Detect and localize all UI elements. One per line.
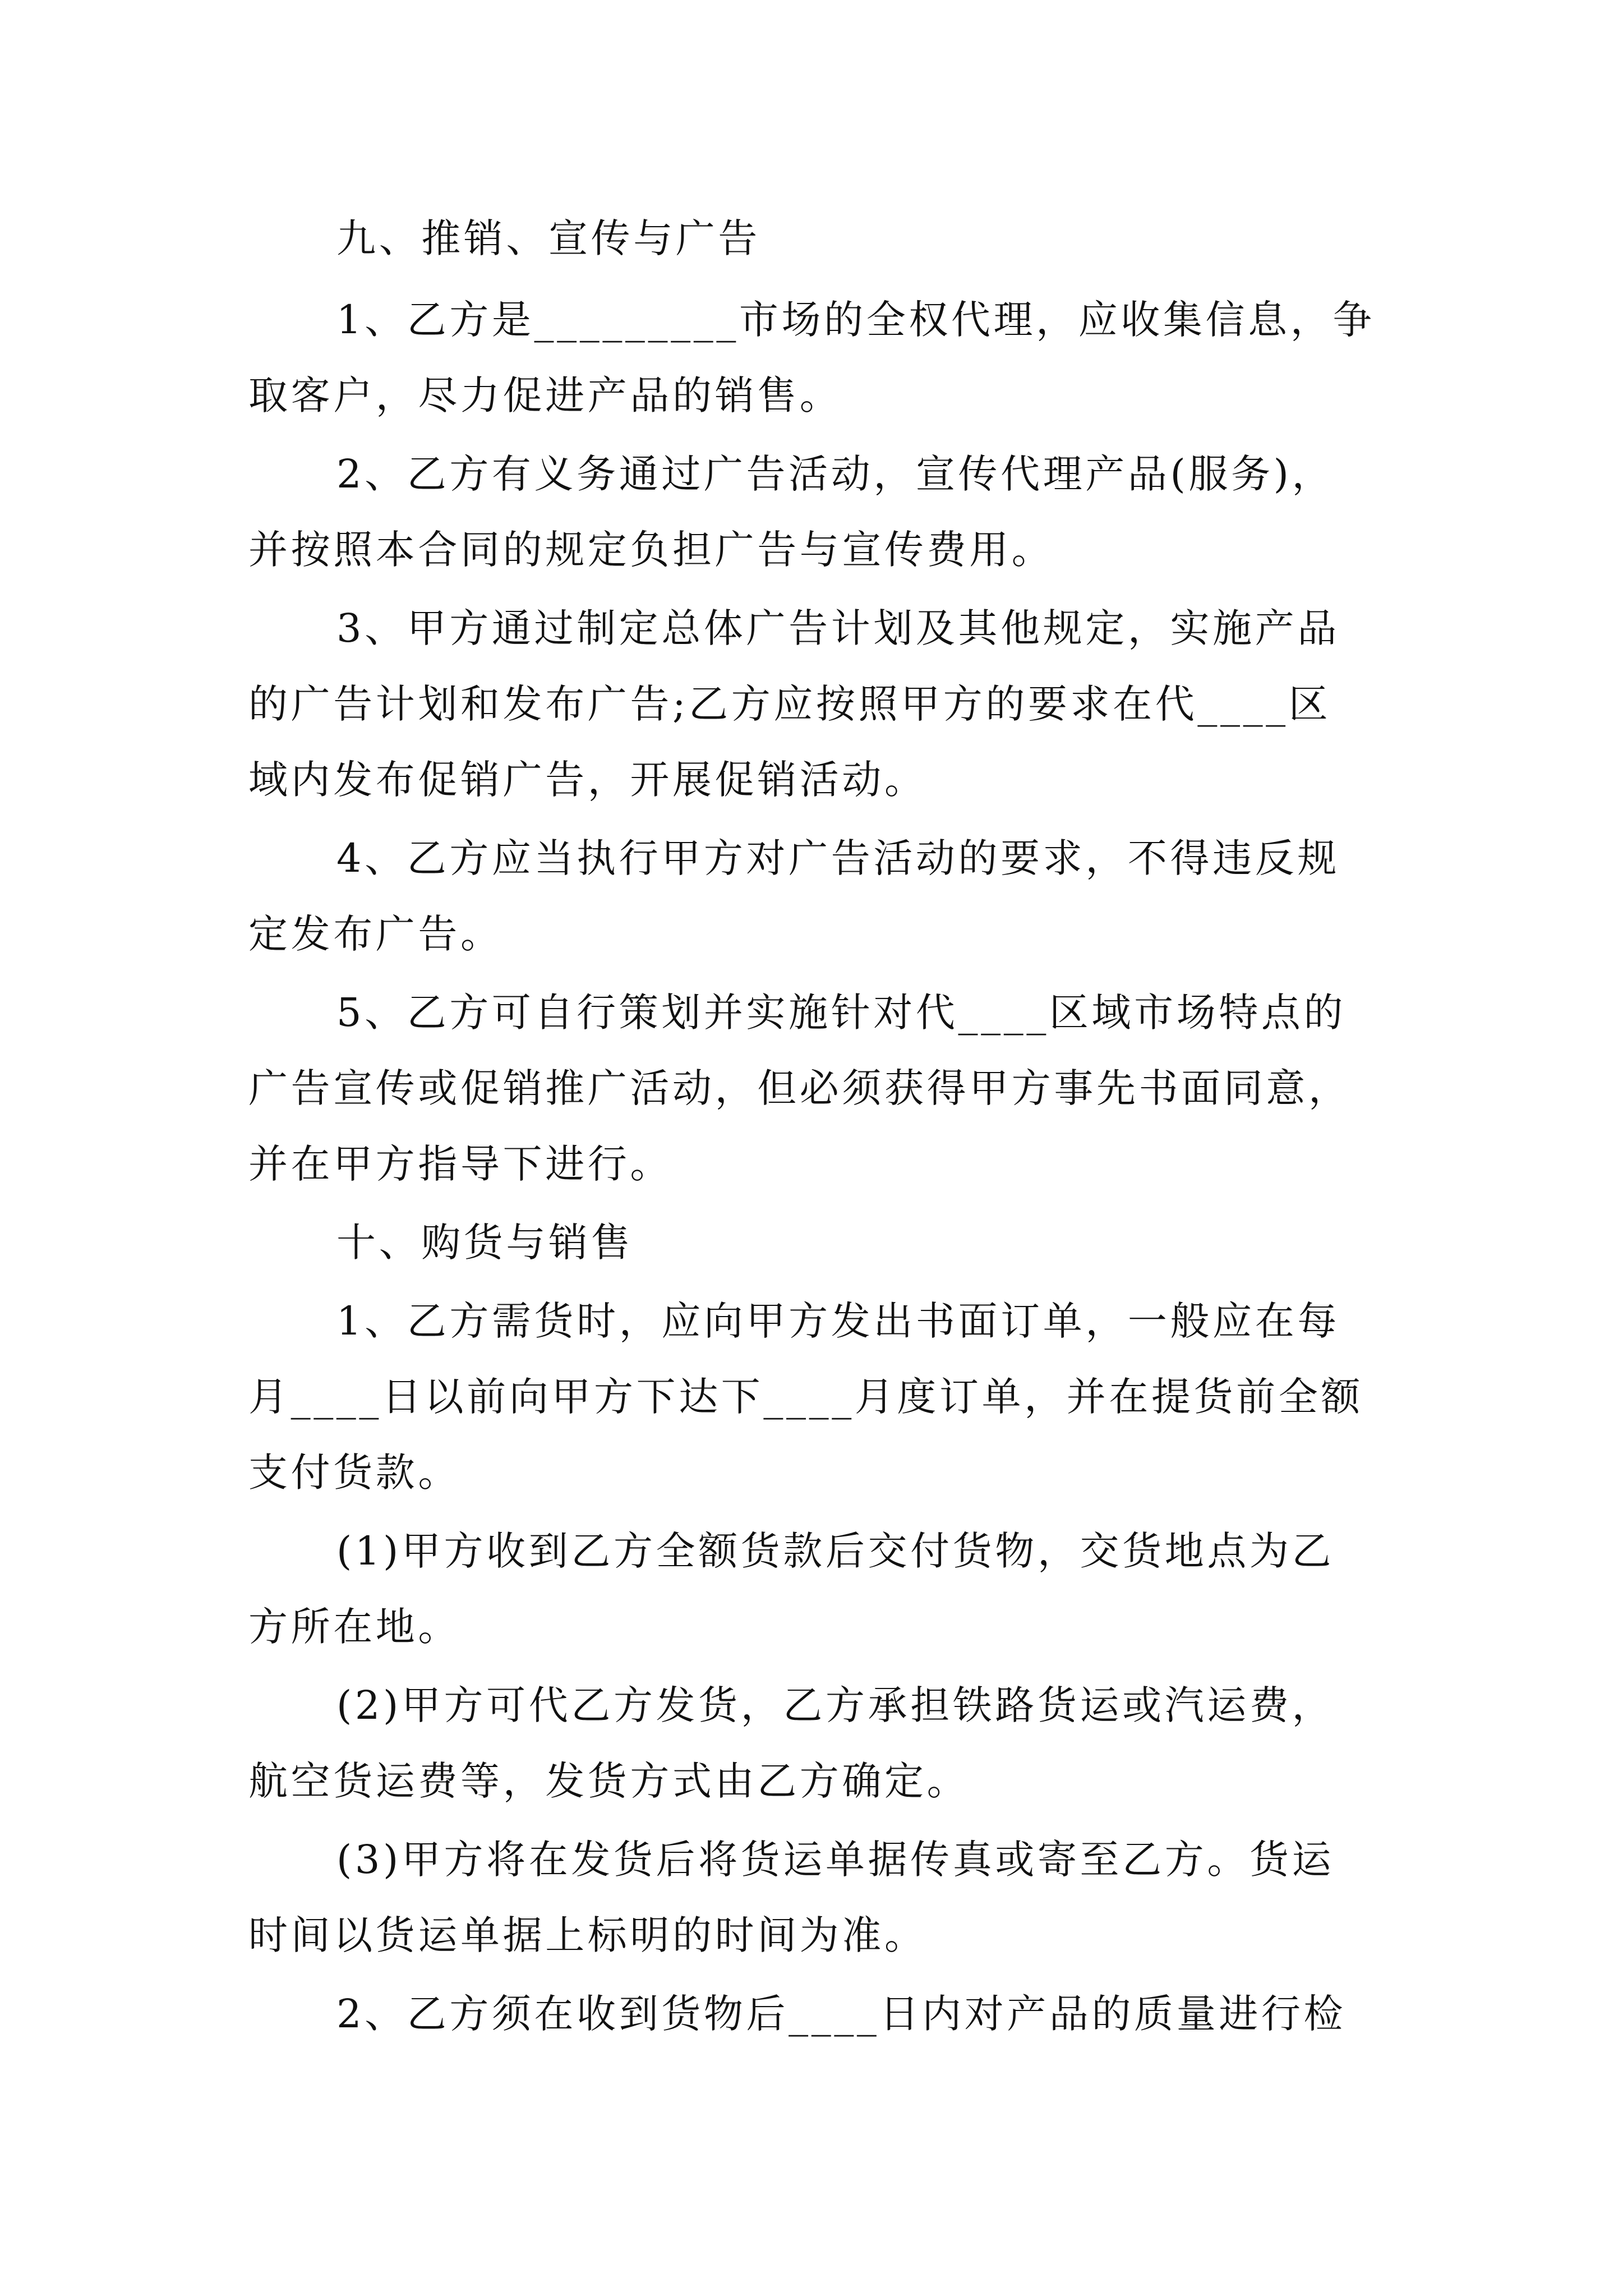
paragraph-line: 并按照本合同的规定负担广告与宣传费用。 bbox=[248, 527, 1054, 573]
paragraph-line: (2)甲方可代乙方发货，乙方承担铁路货运或汽运费， bbox=[336, 1682, 1335, 1728]
paragraph-line: 并在甲方指导下进行。 bbox=[248, 1141, 672, 1187]
paragraph-line: 广告宣传或促销推广活动，但必须获得甲方事先书面同意， bbox=[248, 1065, 1351, 1111]
paragraph-line: 取客户，尽力促进产品的销售。 bbox=[248, 372, 842, 418]
paragraph-line: (1)甲方收到乙方全额货款后交付货物，交货地点为乙 bbox=[336, 1528, 1335, 1574]
paragraph-line: 3、甲方通过制定总体广告计划及其他规定，实施产品 bbox=[336, 605, 1340, 651]
paragraph-line: 航空货运费等，发货方式由乙方确定。 bbox=[248, 1758, 970, 1804]
paragraph-line: (3)甲方将在发货后将货运单据传真或寄至乙方。货运 bbox=[336, 1837, 1335, 1883]
paragraph-line: 方所在地。 bbox=[248, 1604, 460, 1650]
paragraph-line: 域内发布促销广告，开展促销活动。 bbox=[248, 757, 927, 803]
paragraph-line: 月____日以前向甲方下达下____月度订单，并在提货前全额 bbox=[248, 1374, 1363, 1420]
paragraph-line: 的广告计划和发布广告;乙方应按照甲方的要求在代____区 bbox=[248, 681, 1331, 727]
paragraph-line: 时间以货运单据上标明的时间为准。 bbox=[248, 1912, 927, 1958]
paragraph-line: 2、乙方须在收到货物后____日内对产品的质量进行检 bbox=[336, 1991, 1347, 2037]
paragraph-line: 定发布广告。 bbox=[248, 911, 503, 957]
paragraph-line: 支付货款。 bbox=[248, 1450, 460, 1496]
paragraph-line: 1、乙方需货时，应向甲方发出书面订单，一般应在每 bbox=[336, 1298, 1340, 1344]
paragraph-line: 5、乙方可自行策划并实施针对代____区域市场特点的 bbox=[336, 990, 1347, 1036]
section-heading-9: 九、推销、宣传与广告 bbox=[336, 215, 760, 261]
section-heading-10: 十、购货与销售 bbox=[336, 1220, 634, 1266]
paragraph-line: 4、乙方应当执行甲方对广告活动的要求，不得违反规 bbox=[336, 835, 1340, 881]
paragraph-line: 2、乙方有义务通过广告活动，宣传代理产品(服务)， bbox=[336, 451, 1335, 497]
paragraph-line: 1、乙方是_________市场的全权代理，应收集信息，争 bbox=[336, 297, 1375, 343]
